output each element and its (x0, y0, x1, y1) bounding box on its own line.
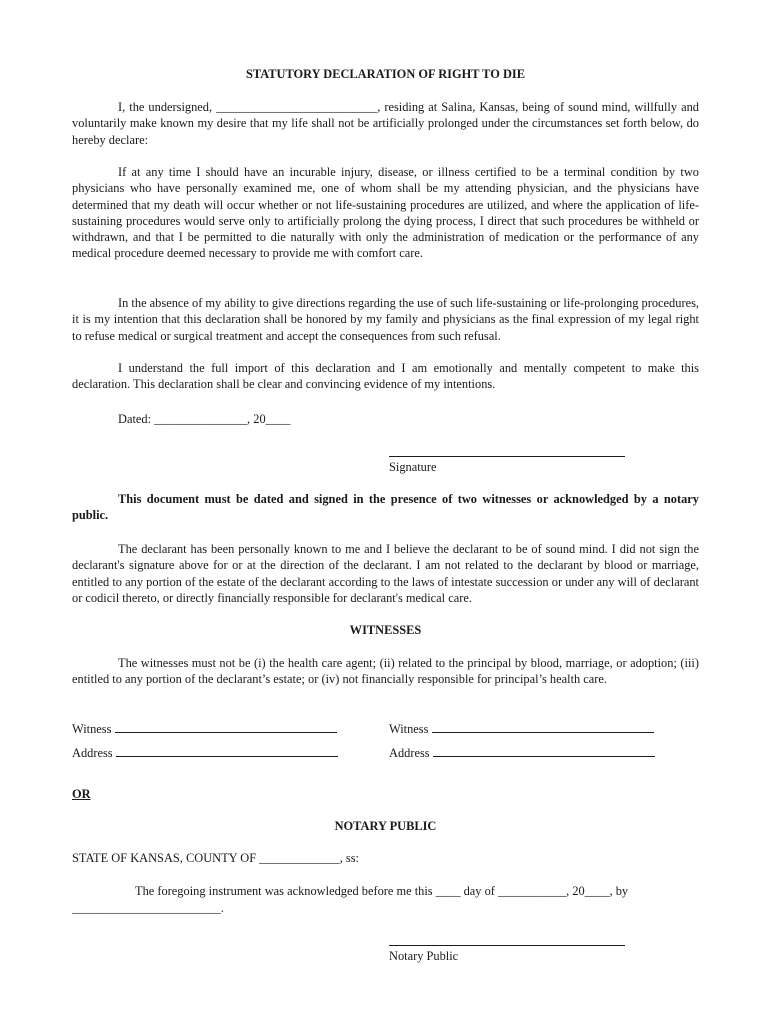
notary-heading: NOTARY PUBLIC (334, 819, 437, 833)
declarant-statement: The declarant has been personally known to me and I believe the declarant to be of sound mind. I did not sign the declarant's signature above for or at the direction of the declarant. I am not related to the declarant by blood or marriage, entitled to any portion of the estate of the declarant according to the laws of intestate succession or under any will of declarant or codicil thereto, or directly financially responsible for declarant's medical care. (72, 542, 699, 605)
address-1-label: Address (72, 746, 113, 760)
witness-1-signature-field[interactable] (115, 720, 337, 733)
address-1-row (72, 744, 338, 761)
witness-2-signature-field[interactable] (432, 720, 654, 733)
terminal-condition-paragraph: If at any time I should have an incurable injury, disease, or illness certified to be a terminal condition by two physicians who have personally examined me, one of whom shall be my attending physician, and the physicians have determined that my death will occur whether or not life-sustaining procedures are utilized, and where the application of life-sustaining procedures would serve only to artificially prolong the dying process, I direct that such procedures be withheld or withdrawn, and that I be permitted to die naturally with only the administration of medication or the performance of any medical procedure deemed necessary to provide me with comfort care. (72, 165, 699, 261)
acknowledgment-line-1: The foregoing instrument was acknowledged before me this ____ day of ___________, 20____, by (135, 884, 629, 898)
document-page (72, 0, 699, 1024)
witness-2-label: Witness (389, 722, 429, 736)
witnesses-rule: The witnesses must not be (i) the health care agent; (ii) related to the principal by blood, marriage, or adoption; (iii) entitled to any portion of the declarant’s estate; or (iv) not financially responsible for principal’s health care. (72, 656, 699, 687)
witness-1-row (72, 720, 337, 737)
signature-label: Signature (389, 460, 437, 474)
document-title: STATUTORY DECLARATION OF RIGHT TO DIE (246, 67, 525, 81)
address-2-field[interactable] (433, 744, 655, 757)
witness-1-label: Witness (72, 722, 112, 736)
notary-public-label: Notary Public (389, 949, 459, 963)
dated-field[interactable]: Dated: _______________, 20____ (118, 412, 291, 426)
declaration-intro: I, the undersigned, __________________________, residing at Salina, Kansas, being of sound mind, willfully and voluntarily make known my desire that my life shall not be artificially prolonged under the circumstances set forth below, do hereby declare: (72, 100, 699, 147)
witnesses-heading: WITNESSES (349, 623, 422, 637)
understanding-paragraph: I understand the full import of this declaration and I am emotionally and mentally competent to make this declaration. This declaration shall be clear and convincing evidence of my intentions. (72, 361, 699, 392)
address-1-field[interactable] (116, 744, 338, 757)
absence-of-ability-paragraph: In the absence of my ability to give directions regarding the use of such life-sustaining or life-prolonging procedures, it is my intention that this declaration shall be honored by my family and physicians as the final expression of my legal right to refuse medical or surgical treatment and accept the consequences from such refusal. (72, 296, 699, 343)
address-2-label: Address (389, 746, 430, 760)
witness-2-row (389, 720, 654, 737)
notary-signature-line[interactable] (389, 945, 625, 946)
state-county-line: STATE OF KANSAS, COUNTY OF _____________, ss: (72, 851, 360, 865)
signature-line[interactable] (389, 456, 625, 457)
acknowledgment-line-2: ________________________. (72, 901, 224, 915)
or-separator: OR (72, 787, 91, 801)
witness-notice: This document must be dated and signed in the presence of two witnesses or acknowledged by a notary public. (72, 492, 699, 523)
address-2-row (389, 744, 655, 761)
